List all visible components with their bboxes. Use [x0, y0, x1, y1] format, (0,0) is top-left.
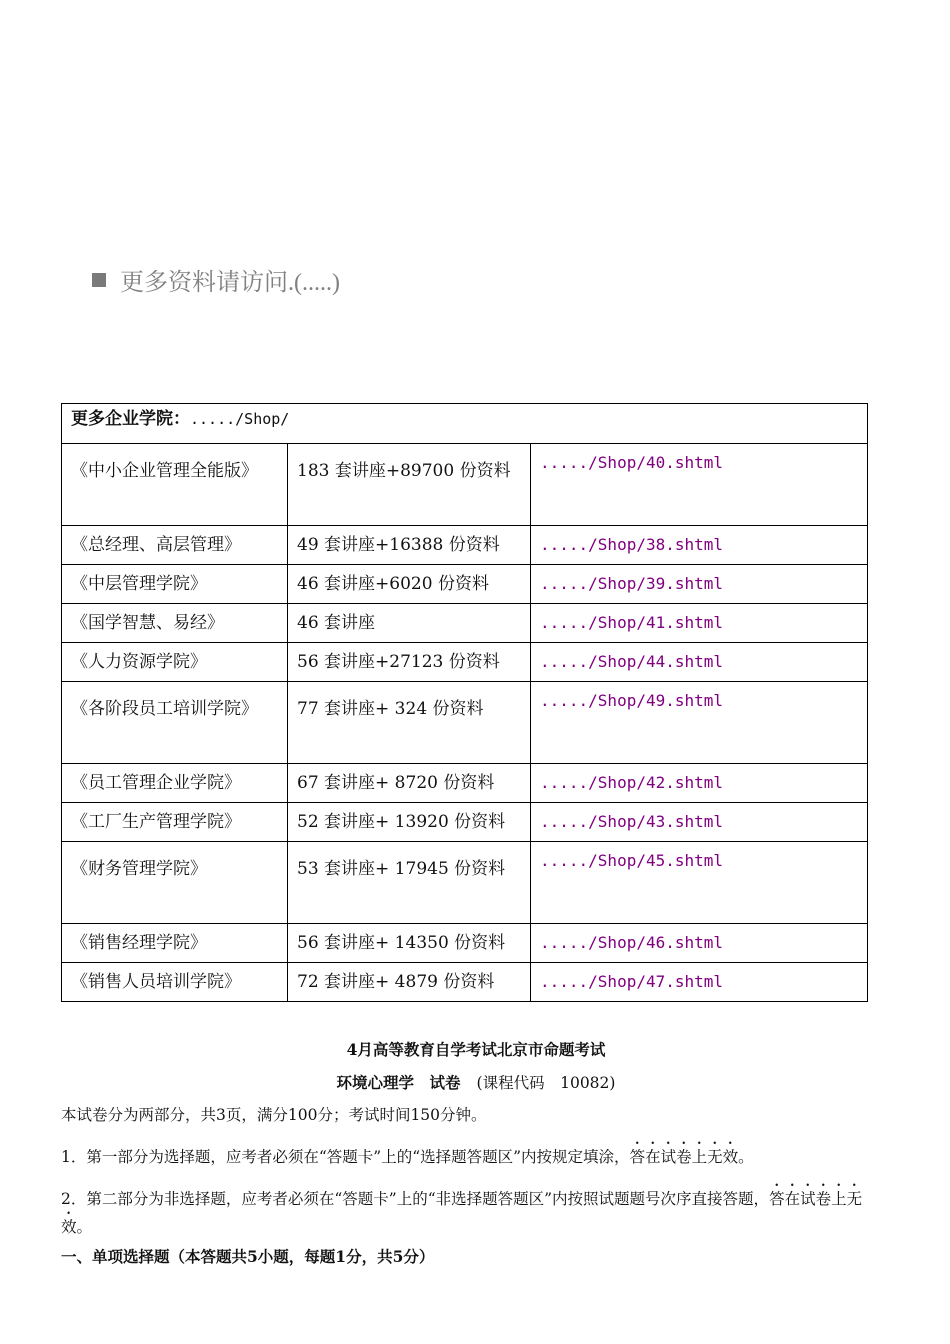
course-content-cell: 183 套讲座+89700 份资料 [288, 444, 531, 526]
course-url-link[interactable]: ...../Shop/47.shtml [531, 963, 868, 1002]
course-name-cell: 《销售经理学院》 [62, 924, 288, 963]
course-content-cell: 56 套讲座+27123 份资料 [288, 643, 531, 682]
table-row [62, 764, 868, 803]
course-name-cell: 《中层管理学院》 [62, 565, 288, 604]
table-row [62, 924, 868, 963]
exam-paper [61, 1040, 891, 1267]
course-content-cell: 67 套讲座+ 8720 份资料 [288, 764, 531, 803]
table-row [62, 643, 868, 682]
exam-subtitle [61, 1073, 891, 1093]
more-resources-banner [92, 262, 340, 297]
table-header-cell [62, 404, 868, 444]
square-bullet-icon [92, 273, 106, 287]
course-name-cell: 《销售人员培训学院》 [62, 963, 288, 1002]
course-name-cell: 《员工管理企业学院》 [62, 764, 288, 803]
exam-course-name: 环境心理学 试卷 [336, 1073, 461, 1092]
course-content-cell: 53 套讲座+ 17945 份资料 [288, 842, 531, 924]
section-heading-single-choice: 一、单项选择题（本答题共5小题，每题1分，共5分） [61, 1247, 435, 1266]
course-url-link[interactable]: ...../Shop/38.shtml [531, 526, 868, 565]
table-row [62, 842, 868, 924]
table-row [62, 604, 868, 643]
course-url-link[interactable]: ...../Shop/45.shtml [531, 842, 868, 924]
table-header-row [62, 404, 868, 444]
course-name-cell: 《总经理、高层管理》 [62, 526, 288, 565]
table-row [62, 565, 868, 604]
course-url-link[interactable]: ...../Shop/39.shtml [531, 565, 868, 604]
course-content-cell: 72 套讲座+ 4879 份资料 [288, 963, 531, 1002]
course-content-cell: 56 套讲座+ 14350 份资料 [288, 924, 531, 963]
exam-instruction-2 [61, 1181, 891, 1237]
instruction-2-emphasis: 答在试卷上无效 [61, 1190, 863, 1236]
exam-title: 4月高等教育自学考试北京市命题考试 [346, 1040, 606, 1059]
instruction-1-emphasis: 答在试卷上无效 [629, 1148, 739, 1166]
banner-text: 更多资料请访问.(.....) [120, 270, 340, 296]
instruction-2-end: 。 [76, 1218, 93, 1236]
instruction-1-end: 。 [738, 1148, 754, 1166]
course-name-cell: 《各阶段员工培训学院》 [62, 682, 288, 764]
instruction-1-text: 1．第一部分为选择题，应考者必须在“答题卡”上的“选择题答题区”内按规定填涂， [61, 1148, 630, 1166]
table-row [62, 526, 868, 565]
course-content-cell: 46 套讲座+6020 份资料 [288, 565, 531, 604]
course-url-link[interactable]: ...../Shop/46.shtml [531, 924, 868, 963]
course-name-cell: 《工厂生产管理学院》 [62, 803, 288, 842]
course-name-cell: 《财务管理学院》 [62, 842, 288, 924]
exam-intro: 本试卷分为两部分，共3页，满分100分；考试时间150分钟。 [61, 1106, 487, 1124]
course-name-cell: 《中小企业管理全能版》 [62, 444, 288, 526]
table-row [62, 444, 868, 526]
course-url-link[interactable]: ...../Shop/43.shtml [531, 803, 868, 842]
course-name-cell: 《国学智慧、易经》 [62, 604, 288, 643]
table-row [62, 803, 868, 842]
course-url-link[interactable]: ...../Shop/41.shtml [531, 604, 868, 643]
course-url-link[interactable]: ...../Shop/44.shtml [531, 643, 868, 682]
course-content-cell: 49 套讲座+16388 份资料 [288, 526, 531, 565]
header-url-link[interactable]: ...../Shop/ [190, 410, 290, 428]
course-url-link[interactable]: ...../Shop/42.shtml [531, 764, 868, 803]
course-url-link[interactable]: ...../Shop/49.shtml [531, 682, 868, 764]
course-url-link[interactable]: ...../Shop/40.shtml [531, 444, 868, 526]
instruction-2-text: 2．第二部分为非选择题，应考者必须在“答题卡”上的“非选择题答题区”内按照试题题号次序直接答题， [61, 1190, 770, 1208]
exam-instruction-1 [61, 1139, 891, 1167]
course-content-cell: 77 套讲座+ 324 份资料 [288, 682, 531, 764]
enterprise-courses-table [61, 403, 868, 1002]
table-row [62, 963, 868, 1002]
exam-course-code: (课程代码 10082) [476, 1074, 616, 1092]
course-content-cell: 52 套讲座+ 13920 份资料 [288, 803, 531, 842]
table-row [62, 682, 868, 764]
course-name-cell: 《人力资源学院》 [62, 643, 288, 682]
header-label: 更多企业学院： [71, 409, 190, 429]
course-content-cell: 46 套讲座 [288, 604, 531, 643]
